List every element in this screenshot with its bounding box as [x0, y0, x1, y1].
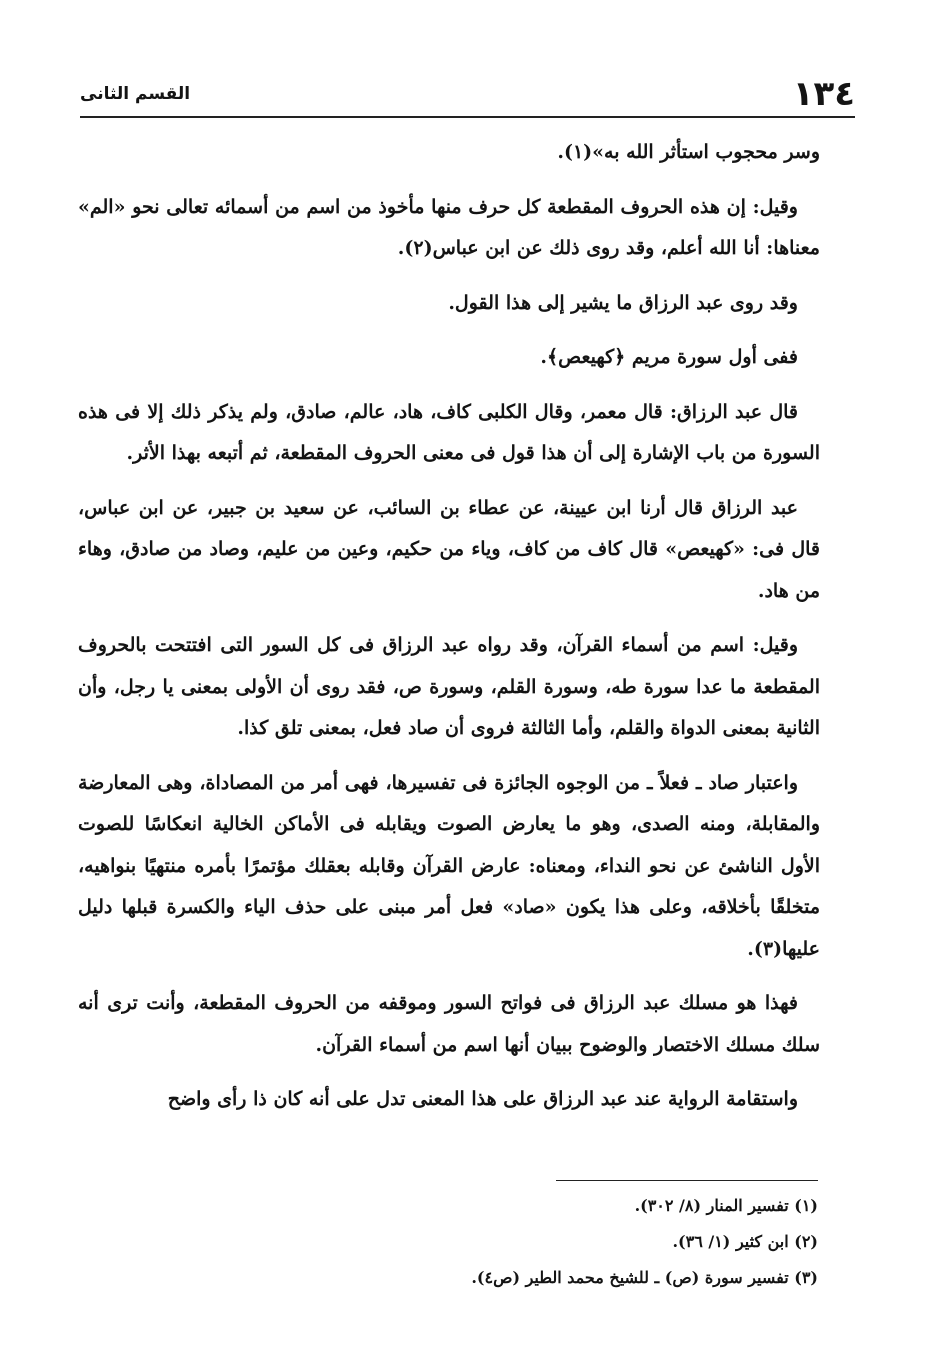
- body-text: [78, 132, 820, 1121]
- section-title: القسم الثانى: [80, 84, 191, 104]
- paragraph: واعتبار صاد ـ فعلاً ـ من الوجوه الجائزة فى تفسيرها، فهى أمر من المصاداة، وهى المعارضة والمقابلة، ومنه الصدى، وهو ما يعارض الصوت ويقابله فى الأماكن الخالية انعكاسًا للصوت الأول الناشئ عن نحو النداء، ومعناه: عارض القرآن وقابله بعقلك مؤتمرًا بأمره منتهيًا بنواهيه، متخلقًا بأخلاقه، وعلى هذا يكون «صاد» فعل أمر مبنى على حذف الياء والكسرة قبلها دليل عليها(٣).: [78, 771, 820, 960]
- footnote-separator: [556, 1180, 818, 1181]
- paragraph: وقيل: إن هذه الحروف المقطعة كل حرف منها مأخوذ من اسم من أسمائه تعالى نحو «الم» معناها: أنا الله أعلم، وقد روى ذلك عن ابن عباس(٢).: [78, 195, 820, 259]
- paragraph: وقد روى عبد الرزاق ما يشير إلى هذا القول.: [448, 291, 798, 314]
- paragraph: واستقامة الرواية عند عبد الرزاق على هذا المعنى تدل على أنه كان ذا رأى واضح: [167, 1088, 798, 1110]
- paragraph: فهذا هو مسلك عبد الرزاق فى فواتح السور وموقفه من الحروف المقطعة، وأنت ترى أنه سلك مسلك الاختصار والوضوح ببيان أنها اسم من أسماء القرآن.: [78, 992, 820, 1056]
- footnote: (٣) تفسير سورة (ص) ـ للشيخ محمد الطير (ص٤).: [471, 1268, 818, 1287]
- paragraph: عبد الرزاق قال أرنا ابن عيينة، عن عطاء بن السائب، عن سعيد بن جبير، عن ابن عباس، قال فى: «كهيعص» قال كاف من كاف، وياء من حكيم، وعين من عليم، وصاد من صادق، وهاء من هاد.: [78, 496, 820, 602]
- paragraph: ففى أول سورة مريم ﴿كهيعص﴾.: [540, 346, 798, 368]
- footnotes: [80, 1188, 818, 1296]
- paragraph: وسر محجوب استأثر الله به»(١).: [557, 141, 820, 163]
- paragraph: وقيل: اسم من أسماء القرآن، وقد رواه عبد الرزاق فى كل السور التى افتتحت بالحروف المقطعة ما عدا سورة طه، وسورة القلم، وسورة ص، فقد روى أن الأولى بمعنى يا رجل، وأن الثانية بمعنى الدواة والقلم، وأما الثالثة فروى أن صاد فعل، بمعنى تلق كذا.: [78, 634, 820, 739]
- footnote: (١) تفسير المنار (٨/ ٣٠٢).: [634, 1196, 818, 1215]
- paragraph: قال عبد الرزاق: قال معمر، وقال الكلبى كاف، هاد، عالم، صادق، ولم يذكر ذلك إلا فى هذه السورة من باب الإشارة إلى أن هذا قول فى معنى الحروف المقطعة، ثم أتبعه بهذا الأثر.: [78, 400, 820, 464]
- page-header: [80, 72, 855, 118]
- page-number: ١٣٤: [792, 74, 855, 114]
- footnote: (٢) ابن كثير (١/ ٣٦).: [672, 1232, 818, 1251]
